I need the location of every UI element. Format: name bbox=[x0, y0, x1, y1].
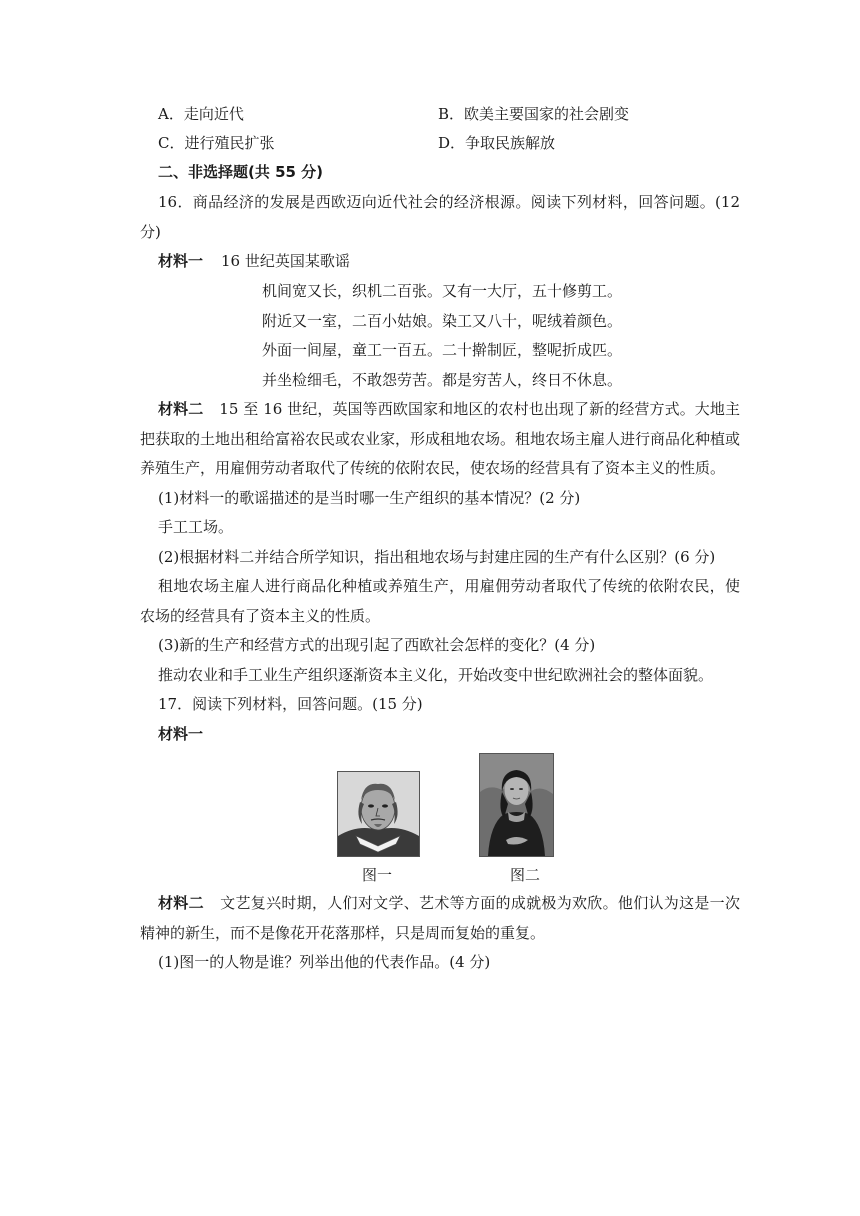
q16-sub3-answer: 推动农业和手工业生产组织逐渐资本主义化，开始改变中世纪欧洲社会的整体面貌。 bbox=[158, 666, 714, 684]
q17-material1-label: 材料一 bbox=[158, 725, 204, 743]
q17-material2-line2: 精神的新生，而不是像花开花落那样，只是周而复始的重复。 bbox=[140, 924, 546, 942]
q16-material2-line3: 养殖生产，用雇佣劳动者取代了传统的依附农民，使农场的经营具有了资本主义的性质。 bbox=[140, 459, 726, 477]
material-label: 材料二 bbox=[158, 894, 204, 912]
section-title: 二、非选择题(共 55 分) bbox=[158, 163, 324, 181]
q16-material2-line2: 把获取的土地出租给富裕农民或农业家，形成租地农场。租地农场主雇人进行商品化种植或 bbox=[140, 430, 741, 448]
q16-sub1-answer: 手工工场。 bbox=[158, 518, 234, 536]
figure-1-caption: 图一 bbox=[362, 866, 393, 884]
q16-sub2-question: (2)根据材料二并结合所学知识，指出租地农场与封建庄园的生产有什么区别？(6 分) bbox=[158, 548, 716, 566]
choice-b: B．欧美主要国家的社会剧变 bbox=[438, 105, 630, 123]
q16-material1-heading bbox=[158, 251, 350, 271]
figure-2-caption: 图二 bbox=[510, 866, 541, 884]
q17-sub1-question: (1)图一的人物是谁？列举出他的代表作品。(4 分) bbox=[158, 953, 491, 971]
poem-line: 外面一间屋，童工一百五。二十擀制匠，整呢折成匹。 bbox=[262, 341, 623, 359]
q16-sub2-answer-line2: 农场的经营具有了资本主义的性质。 bbox=[140, 607, 381, 625]
q17-material2-line1: 材料二 文艺复兴时期，人们对文学、艺术等方面的成就极为欢欣。他们认为这是一次 bbox=[158, 894, 740, 912]
q16-sub1-question: (1)材料一的歌谣描述的是当时哪一生产组织的基本情况？(2 分) bbox=[158, 489, 581, 507]
choice-a: A．走向近代 bbox=[158, 105, 244, 123]
figure-2-painting bbox=[479, 753, 554, 857]
mona-lisa-image bbox=[480, 754, 553, 856]
poem-line: 附近又一室，二百小姑娘。染工又八十，呢绒着颜色。 bbox=[262, 312, 623, 330]
q16-sub3-question: (3)新的生产和经营方式的出现引起了西欧社会怎样的变化？(4 分) bbox=[158, 636, 596, 654]
material-label: 材料二 bbox=[158, 400, 204, 418]
choice-c: C．进行殖民扩张 bbox=[158, 134, 275, 152]
material-label: 材料一 bbox=[158, 252, 204, 270]
choice-d: D．争取民族解放 bbox=[438, 134, 556, 152]
poem-line: 并坐检细毛，不敢怨劳苦。都是穷苦人，终日不休息。 bbox=[262, 371, 623, 389]
poem-line: 机间宽又长，织机二百张。又有一大厅，五十修剪工。 bbox=[262, 282, 623, 300]
q16-stem-line2: 分) bbox=[140, 223, 161, 241]
q16-stem-line1: 16．商品经济的发展是西欧迈向近代社会的经济根源。阅读下列材料，回答问题。(12 bbox=[158, 193, 740, 211]
q17-stem: 17．阅读下列材料，回答问题。(15 分) bbox=[158, 695, 423, 713]
figure-1-portrait bbox=[337, 771, 420, 857]
q16-sub2-answer-line1: 租地农场主雇人进行商品化种植或养殖生产，用雇佣劳动者取代了传统的依附农民，使 bbox=[158, 577, 740, 595]
portrait-engraving-image bbox=[338, 772, 419, 856]
material-title: 16 世纪英国某歌谣 bbox=[221, 252, 350, 270]
q16-material2-line1: 材料二 15 至 16 世纪，英国等西欧国家和地区的农村也出现了新的经营方式。大地主 bbox=[158, 400, 740, 418]
